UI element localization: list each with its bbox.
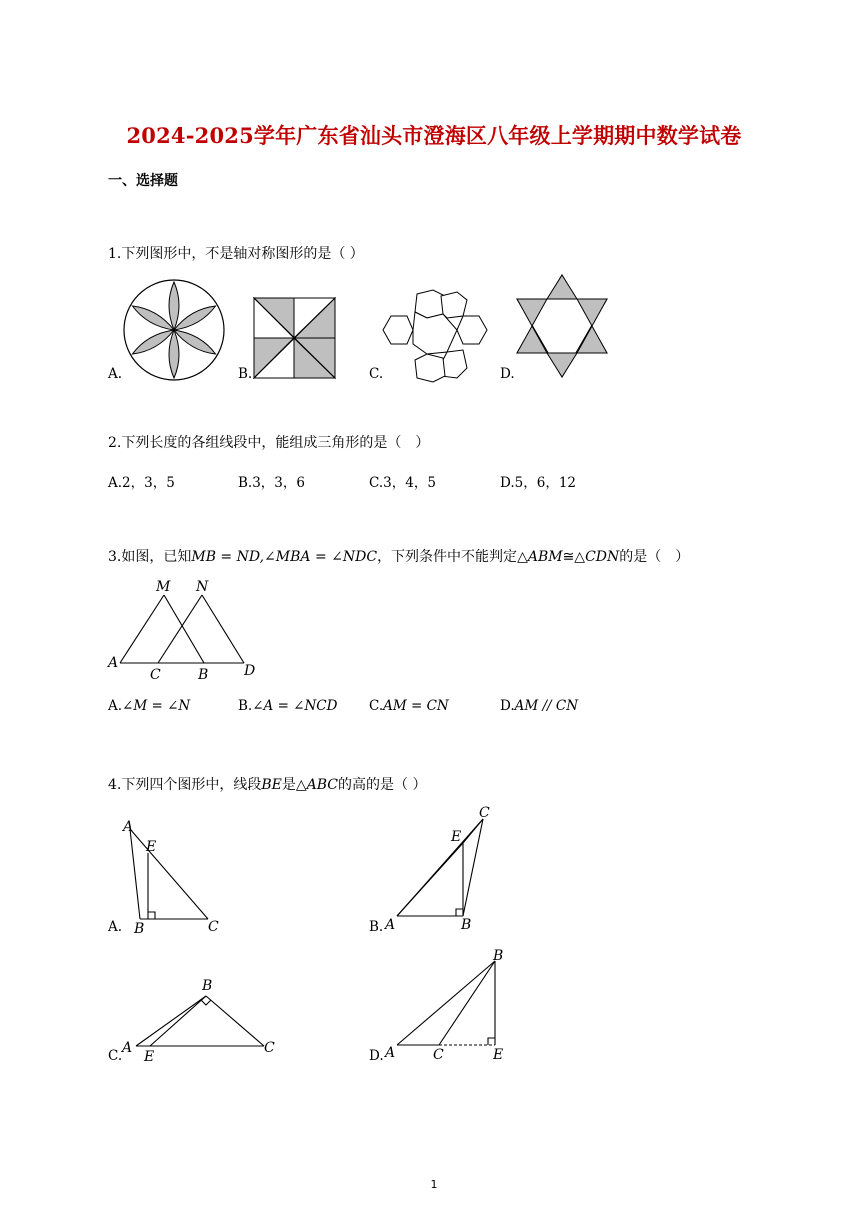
stem-text: 是 <box>281 777 296 793</box>
label-n: N <box>196 579 209 595</box>
label-c: C <box>208 919 219 935</box>
option-letter: D. <box>500 698 515 714</box>
option-letter: B. <box>238 475 253 491</box>
q2-option-b[interactable] <box>238 471 305 491</box>
q4-label-a: A. <box>108 919 123 935</box>
question-4-stem <box>108 774 426 794</box>
q4-label-c: C. <box>108 1048 123 1064</box>
q1-figure-d <box>515 273 609 379</box>
q1-label-a: A. <box>108 366 123 382</box>
option-text: 5，6，12 <box>514 475 576 491</box>
label-a: A <box>385 1045 396 1061</box>
question-1-stem: 1.下列图形中，不是轴对称图形的是（ ） <box>108 246 364 262</box>
label-e: E <box>451 829 462 845</box>
stem-text: 4.下列四个图形中，线段 <box>108 777 262 793</box>
label-m: M <box>156 579 171 595</box>
label-e: E <box>146 839 157 855</box>
label-a: A <box>122 1040 133 1056</box>
label-b: B <box>202 978 213 994</box>
label-c: C <box>479 805 490 821</box>
stem-text: 3.如图，已知 <box>108 549 192 565</box>
triangle-cdn: △CDN <box>574 549 620 565</box>
option-text: AM = CN <box>383 698 449 714</box>
option-text: 3，3，6 <box>252 475 305 491</box>
label-b: B <box>461 917 472 933</box>
q3-figure <box>108 575 268 685</box>
label-c: C <box>264 1040 275 1056</box>
option-text: 2，3，5 <box>122 475 175 491</box>
q1-label-c: C. <box>369 366 384 382</box>
question-3-stem <box>108 546 689 566</box>
stem-text: 的高的是（ ） <box>338 777 427 793</box>
label-b: B <box>134 921 145 937</box>
q4-figure-b <box>383 803 503 933</box>
label-e: E <box>493 1047 504 1063</box>
q4-figure-d <box>383 944 513 1066</box>
q1-figure-b <box>252 297 336 379</box>
label-e: E <box>144 1049 155 1065</box>
condition-1: MB = ND <box>191 549 260 565</box>
label-b: B <box>198 667 209 683</box>
page-number: 1 <box>430 1178 438 1191</box>
label-d: D <box>244 663 256 679</box>
option-text: ∠A = ∠NCD <box>252 698 338 714</box>
question-2-stem: 2.下列长度的各组线段中，能组成三角形的是（ ） <box>108 435 430 451</box>
q3-option-a[interactable] <box>108 698 190 714</box>
option-letter: C. <box>369 475 384 491</box>
q3-option-c[interactable] <box>369 698 449 714</box>
q1-label-d: D. <box>500 366 515 382</box>
q4-label-d: D. <box>369 1048 384 1064</box>
label-a: A <box>385 917 396 933</box>
label-c: C <box>433 1047 444 1063</box>
option-text: ∠M = ∠N <box>122 698 191 714</box>
q1-figure-a <box>122 278 226 382</box>
q1-label-b: B. <box>238 366 253 382</box>
option-letter: A. <box>108 698 123 714</box>
option-letter: C. <box>369 698 384 714</box>
option-letter: B. <box>238 698 253 714</box>
q1-figure-c <box>383 290 487 382</box>
label-a: A <box>123 819 134 835</box>
triangle-abc: △ABC <box>295 777 339 793</box>
page-title: 2024-2025学年广东省汕头市澄海区八年级上学期期中数学试卷 <box>126 123 742 148</box>
q2-option-c[interactable] <box>369 471 436 491</box>
q2-option-a[interactable] <box>108 471 175 491</box>
option-text: 3，4，5 <box>383 475 436 491</box>
condition-2: ∠MBA = ∠NDC <box>264 549 378 565</box>
stem-text: ，下列条件中不能判定 <box>377 549 518 565</box>
q2-option-d[interactable] <box>500 471 576 491</box>
label-c: C <box>150 667 161 683</box>
segment-be: BE <box>261 777 282 793</box>
q3-option-d[interactable] <box>500 698 578 714</box>
section-heading: 一、选择题 <box>108 173 178 189</box>
q4-label-b: B. <box>369 919 384 935</box>
q4-figure-c <box>120 970 290 1065</box>
triangle-abm: △ABM <box>517 549 563 565</box>
label-a: A <box>108 655 119 671</box>
option-letter: A. <box>108 475 123 491</box>
separator: , <box>259 549 265 565</box>
q4-figure-a <box>120 815 230 935</box>
option-letter: D. <box>500 475 515 491</box>
stem-text: 的是（ ） <box>619 549 690 565</box>
label-b: B <box>493 948 504 964</box>
option-text: AM // CN <box>514 698 579 714</box>
congruent-symbol: ≅ <box>562 549 575 565</box>
q3-option-b[interactable] <box>238 698 337 714</box>
